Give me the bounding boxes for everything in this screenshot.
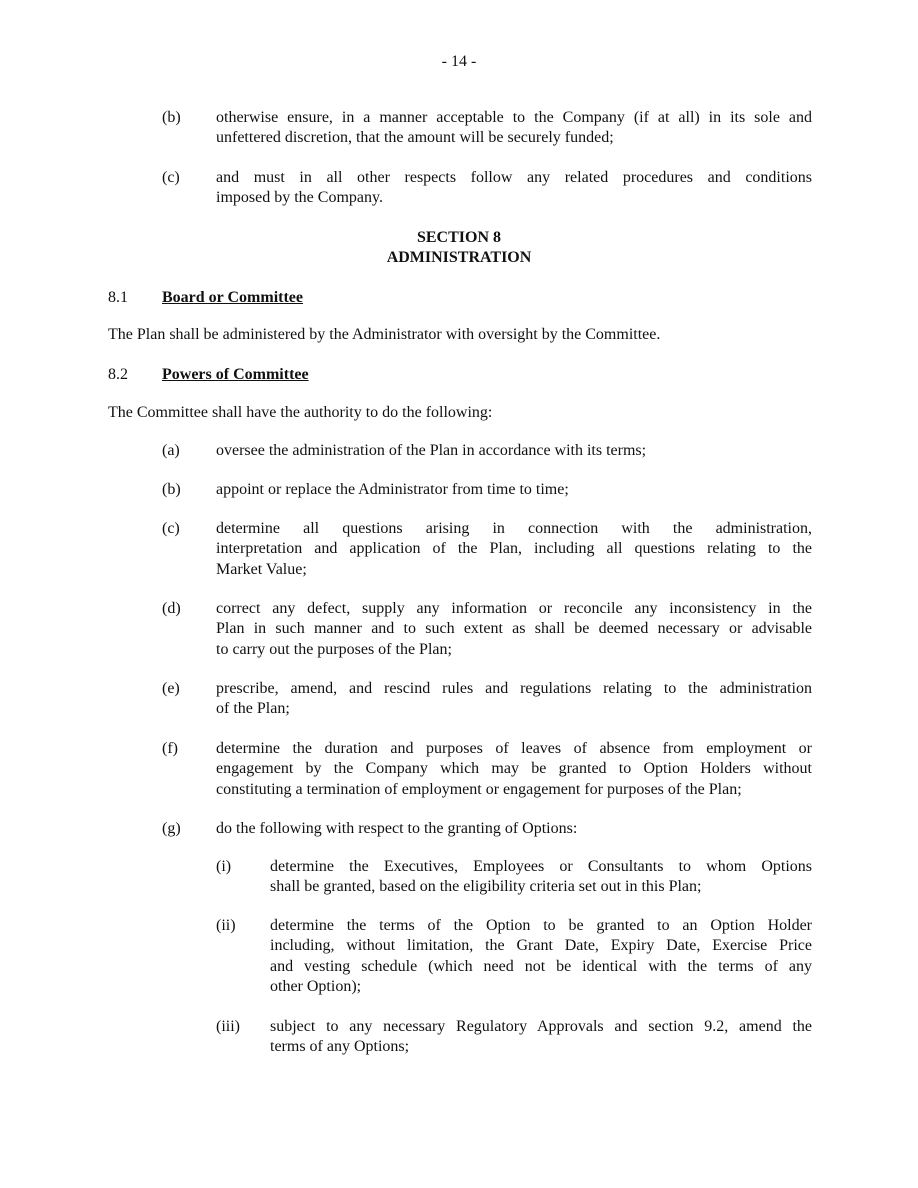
item-text [270, 857, 812, 898]
section-subtitle: ADMINISTRATION [386, 249, 532, 266]
text-line: unfettered discretion, that the amount will be securely funded; [216, 129, 614, 147]
text-line: of the Plan; [216, 700, 290, 718]
text-line: constituting a termination of employment or engagement for purposes of the Plan; [216, 780, 742, 798]
section-8-1-body: The Plan shall be administered by the Administrator with oversight by the Committee. [108, 326, 661, 343]
page-number: - 14 - [441, 53, 477, 70]
item-text [216, 519, 812, 580]
text-line: and must in all other respects follow any related procedures and conditions [216, 169, 812, 186]
text-line: and vesting schedule (which need not be identical with the terms of any [270, 957, 812, 975]
text-line: Plan in such manner and to such extent as shall be deemed necessary or advisable [216, 620, 812, 638]
text-line: terms of any Options; [270, 1038, 410, 1056]
item-text [216, 739, 812, 800]
item-text [216, 819, 812, 839]
item-text [270, 1017, 812, 1058]
text-line: determine the duration and purposes of leaves of absence from employment or [216, 740, 812, 757]
text-line: appoint or replace the Administrator from time to time; [216, 481, 569, 498]
section-8-1-title: Board or Committee [162, 289, 303, 306]
section-8-1-number: 8.1 [108, 289, 128, 306]
text-line: to carry out the purposes of the Plan; [216, 640, 452, 658]
item-label: (b) [162, 109, 181, 126]
text-line: correct any defect, supply any information or reconcile any inconsistency in the [216, 600, 812, 617]
item-text [216, 168, 812, 209]
item-text [216, 679, 812, 720]
text-line: interpretation and application of the Plan, including all questions relating to the [216, 540, 812, 558]
text-line: determine the terms of the Option to be granted to an Option Holder [270, 917, 812, 934]
section-title: SECTION 8 [416, 229, 502, 246]
item-text [216, 108, 812, 149]
item-text [216, 441, 812, 461]
text-line: oversee the administration of the Plan in accordance with its terms; [216, 442, 647, 459]
item-label: (d) [162, 600, 181, 617]
item-label: (a) [162, 442, 180, 459]
text-line: subject to any necessary Regulatory Approvals and section 9.2, amend the [270, 1018, 812, 1035]
section-8-2-title: Powers of Committee [162, 366, 309, 383]
text-line: otherwise ensure, in a manner acceptable to the Company (if at all) in its sole and [216, 109, 812, 126]
item-label: (iii) [216, 1018, 240, 1035]
item-text [270, 916, 812, 997]
text-line: including, without limitation, the Grant Date, Expiry Date, Exercise Price [270, 937, 812, 955]
item-label: (c) [162, 520, 180, 537]
text-line: engagement by the Company which may be granted to Option Holders without [216, 760, 812, 778]
text-line: Market Value; [216, 560, 307, 578]
text-line: prescribe, amend, and rescind rules and regulations relating to the administration [216, 680, 812, 697]
text-line: do the following with respect to the granting of Options: [216, 820, 578, 837]
text-line: shall be granted, based on the eligibility criteria set out in this Plan; [270, 878, 702, 896]
item-label: (b) [162, 481, 181, 498]
text-line: determine the Executives, Employees or Consultants to whom Options [270, 858, 812, 875]
text-line: other Option); [270, 977, 362, 995]
item-label: (i) [216, 858, 232, 875]
item-label: (c) [162, 169, 180, 186]
item-text [216, 480, 812, 500]
text-line: imposed by the Company. [216, 189, 383, 207]
item-label: (e) [162, 680, 180, 697]
section-8-2-intro: The Committee shall have the authority to do the following: [108, 404, 493, 421]
item-label: (g) [162, 820, 181, 837]
item-text [216, 599, 812, 660]
section-8-2-number: 8.2 [108, 366, 128, 383]
item-label: (f) [162, 740, 178, 757]
item-label: (ii) [216, 917, 236, 934]
text-line: determine all questions arising in connection with the administration, [216, 520, 812, 537]
